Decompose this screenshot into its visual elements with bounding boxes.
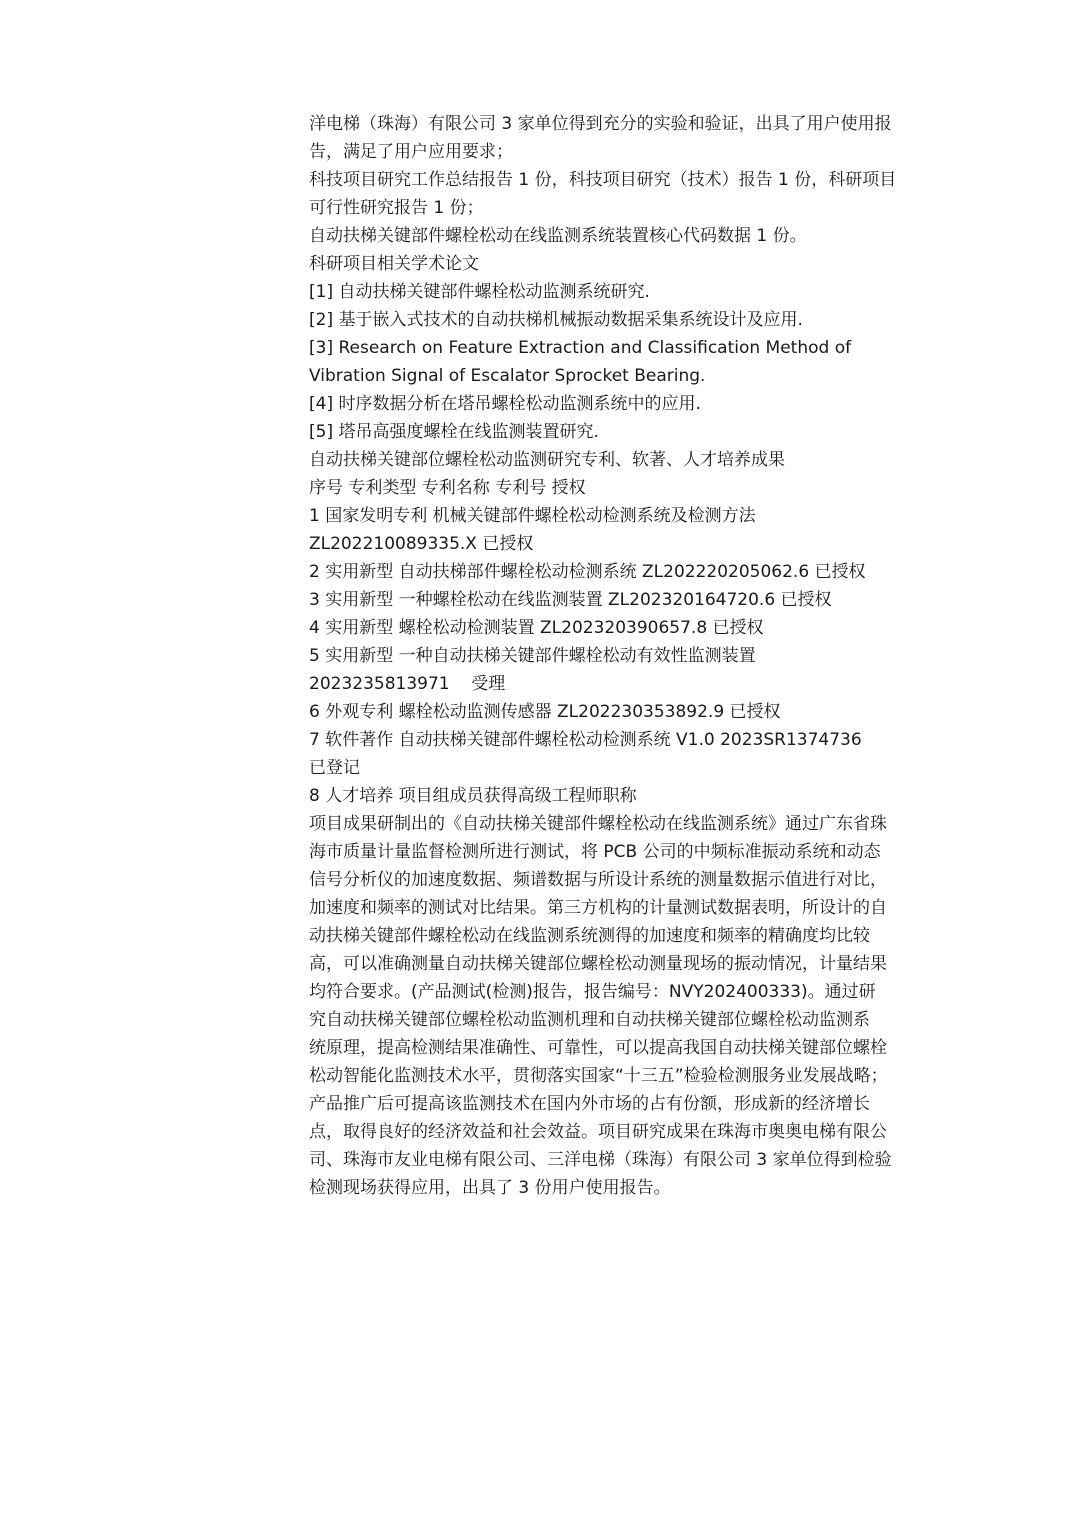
patent-row-8: 8 人才培养 项目组成员获得高级工程师职称 <box>309 786 637 806</box>
summary-paragraph-line: 松动智能化监测技术水平，贯彻落实国家“十三五”检验检测服务业发展战略； <box>309 1066 888 1086</box>
section-heading-papers: 科研项目相关学术论文 <box>309 254 479 274</box>
paper-ref-4: [4] 时序数据分析在塔吊螺栓松动监测系统中的应用. <box>309 394 701 414</box>
summary-paragraph-line: 究自动扶梯关键部位螺栓松动监测机理和自动扶梯关键部位螺栓松动监测系 <box>309 1010 870 1030</box>
patent-row-1-cont: ZL202210089335.X 已授权 <box>309 534 534 554</box>
patent-row-5-cont: 2023235813971 受理 <box>309 674 506 694</box>
patent-row-1: 1 国家发明专利 机械关键部件螺栓松动检测系统及检测方法 <box>309 506 756 526</box>
patent-row-6: 6 外观专利 螺栓松动监测传感器 ZL202230353892.9 已授权 <box>309 702 781 722</box>
summary-paragraph-line: 统原理，提高检测结果准确性、可靠性，可以提高我国自动扶梯关键部位螺栓 <box>309 1038 887 1058</box>
patent-row-7: 7 软件著作 自动扶梯关键部件螺栓松动检测系统 V1.0 2023SR1374736 <box>309 730 862 750</box>
summary-paragraph-line: 产品推广后可提高该监测技术在国内外市场的占有份额，形成新的经济增长 <box>309 1094 870 1114</box>
patent-row-7-cont: 已登记 <box>309 758 360 778</box>
text-line: 洋电梯（珠海）有限公司 3 家单位得到充分的实验和验证，出具了用户使用报 <box>309 114 892 134</box>
summary-paragraph-line: 海市质量计量监督检测所进行测试，将 PCB 公司的中频标准振动系统和动态 <box>309 842 881 862</box>
paper-ref-5: [5] 塔吊高强度螺栓在线监测装置研究. <box>309 422 599 442</box>
text-line: 科技项目研究工作总结报告 1 份，科技项目研究（技术）报告 1 份，科研项目 <box>309 170 897 190</box>
patent-row-3: 3 实用新型 一种螺栓松动在线监测装置 ZL202320164720.6 已授权 <box>309 590 832 610</box>
patent-row-5: 5 实用新型 一种自动扶梯关键部件螺栓松动有效性监测装置 <box>309 646 756 666</box>
summary-paragraph-line: 点，取得良好的经济效益和社会效益。项目研究成果在珠海市奥奥电梯有限公 <box>309 1122 887 1142</box>
summary-paragraph-line: 均符合要求。(产品测试(检测)报告，报告编号：NVY202400333)。通过研 <box>309 982 876 1002</box>
text-line: 告，满足了用户应用要求； <box>309 142 513 162</box>
summary-paragraph-line: 动扶梯关键部件螺栓松动在线监测系统测得的加速度和频率的精确度均比较 <box>309 926 870 946</box>
section-heading-patents: 自动扶梯关键部位螺栓松动监测研究专利、软著、人才培养成果 <box>309 450 785 470</box>
summary-paragraph-line: 检测现场获得应用，出具了 3 份用户使用报告。 <box>309 1178 671 1198</box>
summary-paragraph-line: 信号分析仪的加速度数据、频谱数据与所设计系统的测量数据示值进行对比， <box>309 870 887 890</box>
paper-ref-3: [3] Research on Feature Extraction and Classification Method of <box>309 338 852 358</box>
paper-ref-2: [2] 基于嵌入式技术的自动扶梯机械振动数据采集系统设计及应用. <box>309 310 803 330</box>
patent-table-header: 序号 专利类型 专利名称 专利号 授权 <box>309 478 586 498</box>
text-line: 自动扶梯关键部件螺栓松动在线监测系统装置核心代码数据 1 份。 <box>309 226 807 246</box>
patent-row-4: 4 实用新型 螺栓松动检测装置 ZL202320390657.8 已授权 <box>309 618 764 638</box>
summary-paragraph-line: 司、珠海市友业电梯有限公司、三洋电梯（珠海）有限公司 3 家单位得到检验 <box>309 1150 892 1170</box>
paper-ref-3-cont: Vibration Signal of Escalator Sprocket Bearing. <box>309 366 706 386</box>
patent-row-2: 2 实用新型 自动扶梯部件螺栓松动检测系统 ZL202220205062.6 已授权 <box>309 562 866 582</box>
text-line: 可行性研究报告 1 份； <box>309 198 484 218</box>
document-body <box>309 110 925 1202</box>
summary-paragraph-line: 高，可以准确测量自动扶梯关键部位螺栓松动测量现场的振动情况，计量结果 <box>309 954 887 974</box>
summary-paragraph-line: 加速度和频率的测试对比结果。第三方机构的计量测试数据表明，所设计的自 <box>309 898 887 918</box>
paper-ref-1: [1] 自动扶梯关键部件螺栓松动监测系统研究. <box>309 282 650 302</box>
summary-paragraph-line: 项目成果研制出的《自动扶梯关键部件螺栓松动在线监测系统》通过广东省珠 <box>309 814 887 834</box>
